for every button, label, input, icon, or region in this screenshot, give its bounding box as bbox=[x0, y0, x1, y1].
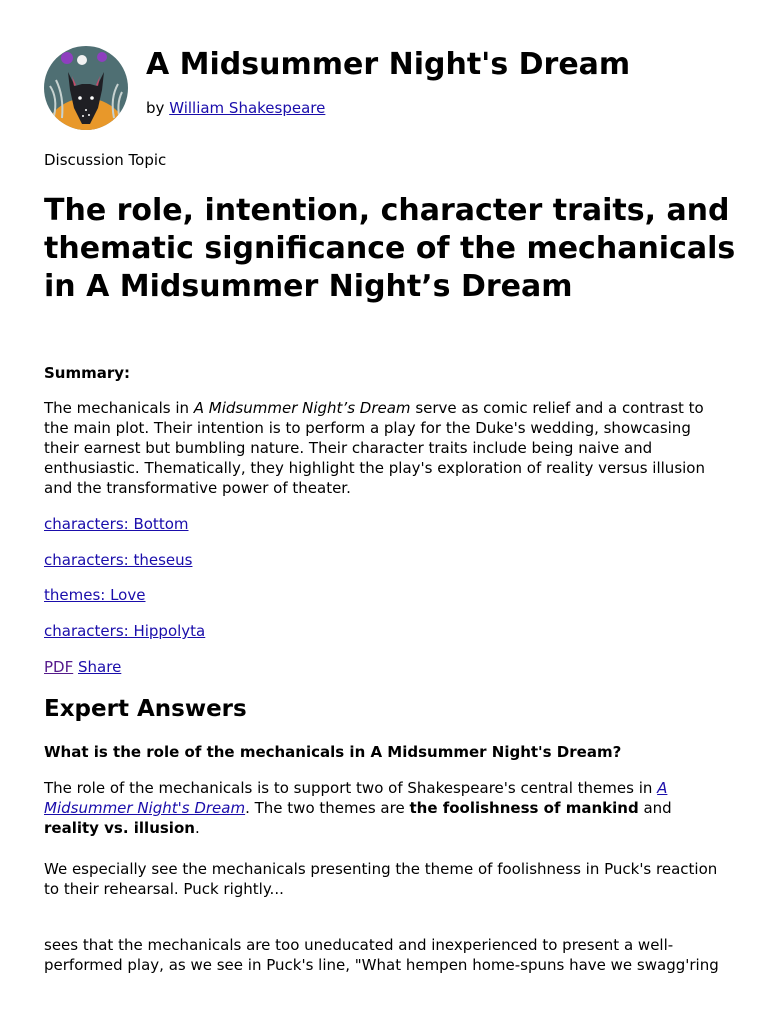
book-header bbox=[44, 46, 734, 136]
answer-question: What is the role of the mechanicals in A Midsummer Night's Dream? bbox=[44, 743, 622, 761]
summary-text-end: serve as comic relief and a contrast to the main plot. Their intention is to perform a play for the Duke's wedding, showcasing their earnest but bumbling nature. Their character traits include being naive and enthusiastic. Thematically, they highlight the play's exploration of reality versus illusion and the transformative power of theater. bbox=[44, 399, 705, 497]
share-link[interactable]: Share bbox=[78, 658, 122, 676]
pdf-link[interactable]: PDF bbox=[44, 658, 74, 676]
tag-themes-love[interactable]: themes: Love bbox=[44, 586, 146, 604]
answer-p1-and: and bbox=[638, 799, 672, 817]
play-title-link[interactable]: A Midsummer Night's Dream bbox=[44, 779, 668, 817]
byline-prefix: by bbox=[146, 99, 165, 117]
theme-reality-illusion: reality vs. illusion bbox=[44, 819, 195, 837]
summary-label: Summary: bbox=[44, 364, 131, 382]
expert-answers-heading: Expert Answers bbox=[44, 696, 247, 722]
tag-characters-bottom[interactable]: characters: Bottom bbox=[44, 515, 189, 533]
theme-foolishness: the foolishness of mankind bbox=[409, 799, 639, 817]
answer-p1-start: The role of the mechanicals is to support two of Shakespeare's central themes in bbox=[44, 779, 658, 797]
byline bbox=[146, 98, 325, 118]
answer-paragraph-1 bbox=[44, 778, 728, 838]
answer-paragraph-2: We especially see the mechanicals presenting the theme of foolishness in Puck's reaction to their rehearsal. Puck rightly... bbox=[44, 860, 718, 898]
book-title: A Midsummer Night's Dream bbox=[146, 47, 631, 82]
summary-text bbox=[44, 398, 724, 498]
book-cover-donkey-icon[interactable] bbox=[44, 46, 128, 130]
answer-p1-mid: . The two themes are bbox=[245, 799, 410, 817]
answer-p1-end: . bbox=[194, 819, 200, 837]
tag-characters-hippolyta[interactable]: characters: Hippolyta bbox=[44, 622, 206, 640]
summary-book-title: A Midsummer Night’s Dream bbox=[193, 399, 411, 417]
actions-row bbox=[44, 657, 121, 677]
answer-paragraph-3: sees that the mechanicals are too uneducated and inexperienced to present a well-performed play, as we see in Puck's line, "What hempen home-spuns have we swagg'ring bbox=[44, 936, 719, 974]
topic-title: The role, intention, character traits, and thematic significance of the mechanicals in A Midsummer Night’s Dream bbox=[44, 193, 736, 304]
author-link[interactable]: William Shakespeare bbox=[169, 99, 326, 117]
tag-characters-theseus[interactable]: characters: theseus bbox=[44, 551, 193, 569]
discussion-topic-label: Discussion Topic bbox=[44, 151, 167, 169]
summary-text-start: The mechanicals in bbox=[44, 399, 194, 417]
